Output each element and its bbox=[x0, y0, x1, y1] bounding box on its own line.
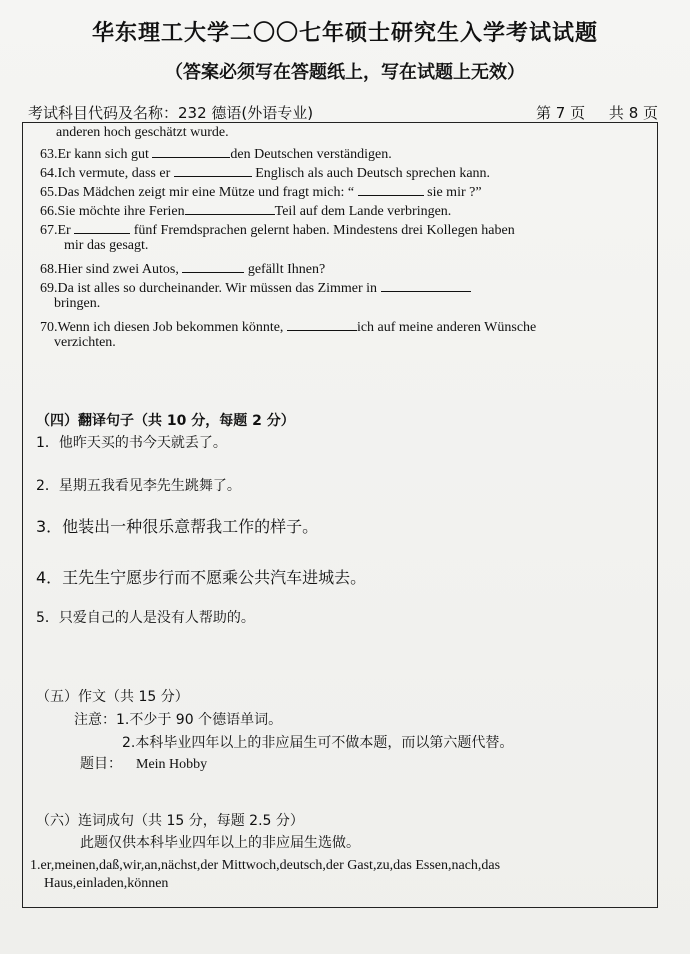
item-text-after: ich auf meine anderen Wünsche bbox=[356, 320, 537, 335]
essay-topic: Mein Hobby bbox=[136, 757, 208, 772]
answer-blank bbox=[182, 258, 244, 273]
answer-blank bbox=[185, 200, 275, 215]
cloze-item-65 bbox=[40, 181, 482, 202]
subject-label: 考试科目代码及名称：232 德语(外语专业) bbox=[28, 104, 314, 122]
item-number: 69. bbox=[40, 281, 58, 296]
item-number: 70. bbox=[40, 320, 58, 335]
item-text-after: Teil auf dem Lande verbringen. bbox=[274, 204, 452, 219]
exam-title: 华东理工大学二〇〇七年硕士研究生入学考试试题 bbox=[91, 21, 598, 46]
essay-topic-row bbox=[80, 755, 207, 774]
translation-item-3: 3．他装出一种很乐意帮我工作的样子。 bbox=[36, 517, 319, 536]
cloze-item-69-cont: bringen. bbox=[54, 296, 101, 311]
item-text-after: den Deutschen verständigen. bbox=[230, 147, 392, 162]
item-number: 67. bbox=[40, 223, 58, 238]
answer-blank bbox=[174, 162, 252, 177]
translation-item-4: 4．王先生宁愿步行而不愿乘公共汽车进城去。 bbox=[36, 568, 367, 587]
item-text-before: Hier sind zwei Autos, bbox=[57, 262, 183, 277]
answer-blank bbox=[358, 181, 424, 196]
item-number: 64. bbox=[40, 166, 58, 181]
section4-heading: （四）翻译句子（共 10 分，每题 2 分） bbox=[36, 413, 295, 429]
cloze-item-63 bbox=[40, 143, 392, 164]
translation-item-1: 1．他昨天买的书今天就丢了。 bbox=[36, 435, 227, 451]
item-text-before: Er kann sich gut bbox=[57, 147, 153, 162]
cloze-item-67-cont: mir das gesagt. bbox=[64, 238, 149, 253]
item-text-after: gefällt Ihnen? bbox=[244, 262, 326, 277]
item-text-after: sie mir ?” bbox=[423, 185, 482, 200]
item-text-before: Wenn ich diesen Job bekommen könnte, bbox=[57, 320, 287, 335]
item-text-after: fünf Fremdsprachen gelernt haben. Mindestens drei Kollegen haben bbox=[130, 223, 515, 238]
section5-heading: （五）作文（共 15 分） bbox=[36, 689, 189, 705]
answer-blank bbox=[381, 277, 471, 292]
item-number: 63. bbox=[40, 147, 58, 162]
item-number: 68. bbox=[40, 262, 58, 277]
essay-note-2: 2.本科毕业四年以上的非应届生可不做本题，而以第六题代替。 bbox=[122, 735, 514, 751]
page-info: 第 7 页 共 8 页 bbox=[536, 104, 658, 122]
section6-note: 此题仅供本科毕业四年以上的非应届生选做。 bbox=[80, 835, 360, 851]
translation-item-2: 2．星期五我看见李先生跳舞了。 bbox=[36, 478, 241, 494]
item-text-after: Englisch als auch Deutsch sprechen kann. bbox=[251, 166, 491, 181]
item-text-before: Das Mädchen zeigt mir eine Mütze und fragt mich: “ bbox=[57, 185, 358, 200]
item-text-before: Er bbox=[57, 223, 75, 238]
essay-topic-label: 题目： bbox=[80, 756, 122, 772]
cloze-item-64 bbox=[40, 162, 490, 183]
answer-blank bbox=[152, 143, 230, 158]
section6-heading: （六）连词成句（共 15 分，每题 2.5 分） bbox=[36, 813, 304, 829]
cloze-item-69 bbox=[40, 277, 471, 298]
answer-blank bbox=[287, 316, 357, 331]
cloze-item-68 bbox=[40, 258, 325, 279]
word-order-item-1: 1.er,meinen,daß,wir,an,nächst,der Mittwoch,deutsch,der Gast,zu,das Essen,nach,das bbox=[30, 858, 501, 873]
word-order-item-1-cont: Haus,einladen,können bbox=[44, 876, 169, 891]
item-number: 66. bbox=[40, 204, 58, 219]
item-text-before: Da ist alles so durcheinander. Wir müssen das Zimmer in bbox=[57, 281, 381, 296]
item-text-before: Ich vermute, dass er bbox=[57, 166, 174, 181]
essay-note-1: 注意：1.不少于 90 个德语单词。 bbox=[74, 712, 283, 728]
item-number: 65. bbox=[40, 185, 58, 200]
translation-item-5: 5．只爱自己的人是没有人帮助的。 bbox=[36, 610, 255, 626]
cloze-item-70-cont: verzichten. bbox=[54, 335, 116, 350]
item-text-before: Sie möchte ihre Ferien bbox=[57, 204, 185, 219]
cloze-continuation: anderen hoch geschätzt wurde. bbox=[56, 125, 229, 140]
answer-blank bbox=[74, 219, 130, 234]
cloze-item-66 bbox=[40, 200, 451, 221]
exam-notice: （答案必须写在答题纸上，写在试题上无效） bbox=[165, 62, 525, 83]
